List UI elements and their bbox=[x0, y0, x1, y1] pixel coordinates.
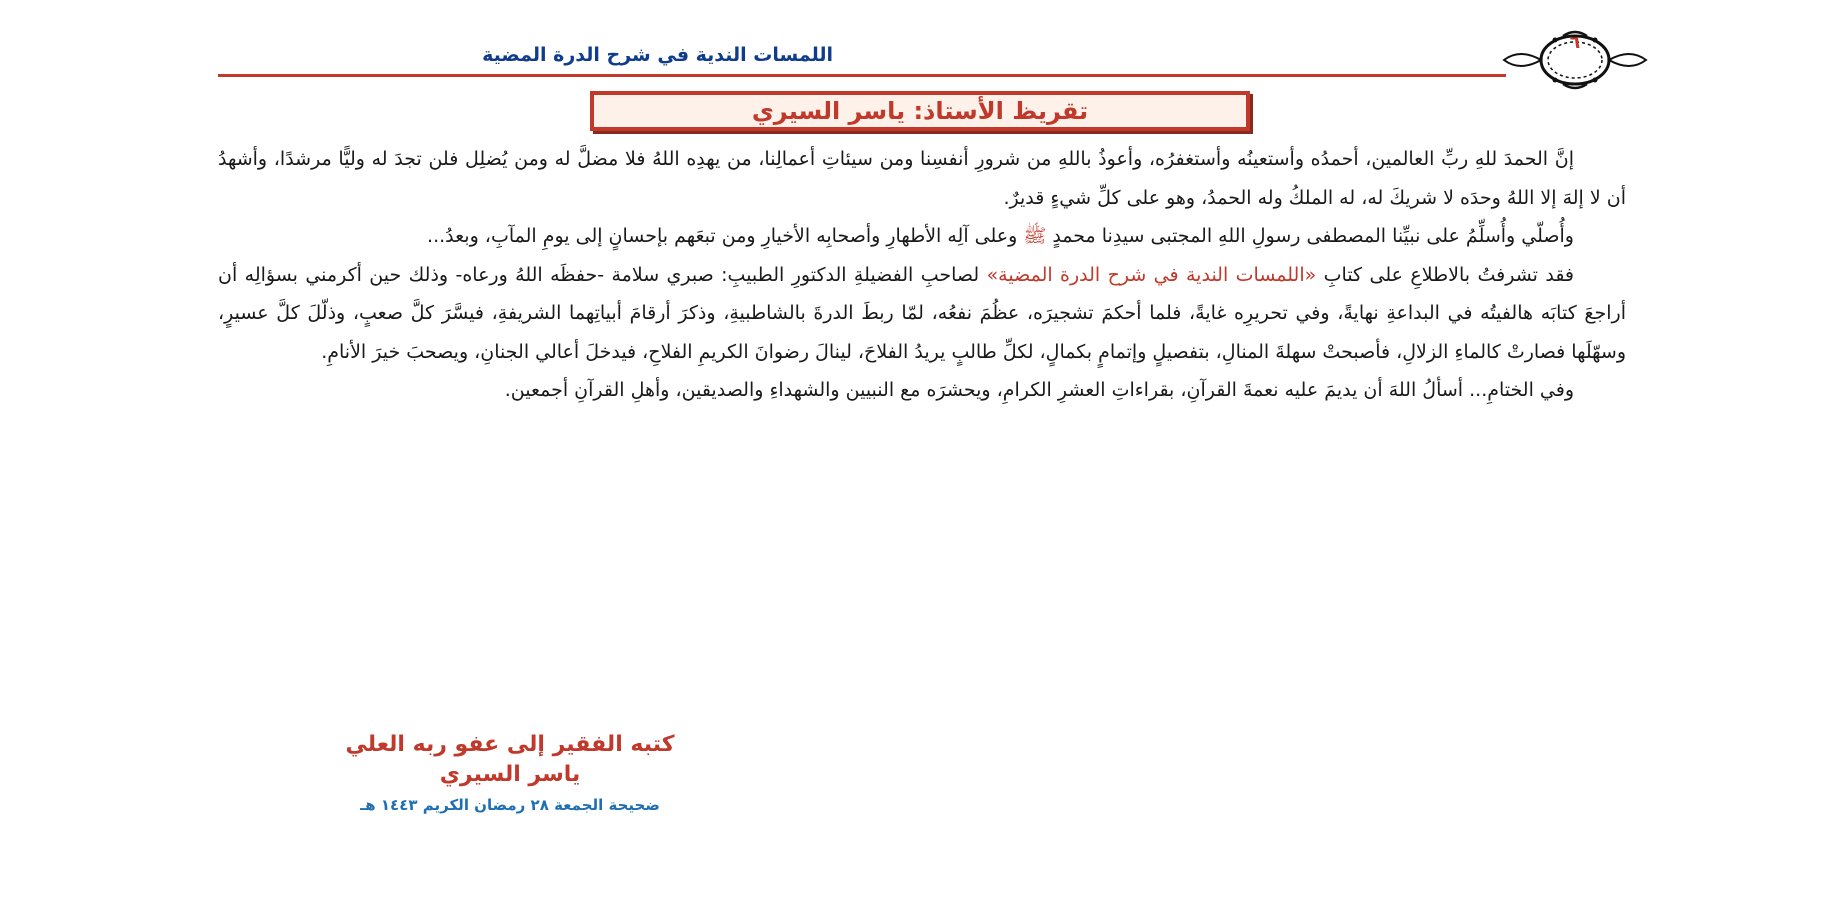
review-text-end: لصاحبِ الفضيلةِ الدكتورِ الطبيبِ: صبري سلامة -حفظَه اللهُ ورعاه- وذلك حين أكرمني بسؤالِه أن أراجعَ كتابَه هالفيتُه في البداعةِ نهايةً، وفي تحريرِه غايةً، فلما أحكمَ تشجيرَه، عظُمَ نفعُه، لمّا ربطَ الدرةَ بالشاطبيةِ، وذكرَ أرقامَ أبياتِهما الشريفةِ، فيسَّرَ كلَّ صعبٍ، وذلّلَ كلَّ عسيرٍ، وسهّلَها فصارتْ كالماءِ الزلالِ، فأصبحتْ سهلةَ المنالِ، بتفصيلٍ وإتمامٍ بكمالٍ، لكلِّ طالبٍ يريدُ الفلاحَ، لينالَ رضوانَ الكريمِ الفلاحِ، فيدخلَ أعالي الجنانِ، ويصحبَ خيرَ الأنامِ. bbox=[218, 263, 1626, 363]
page-number: ٦ bbox=[1569, 33, 1581, 53]
section-title-box bbox=[590, 91, 1250, 131]
pbuh-symbol: ﷺ bbox=[1023, 225, 1047, 247]
paragraph-salutation bbox=[218, 217, 1626, 256]
paragraph-praise: إنَّ الحمدَ للهِ ربِّ العالمين، أحمدُه وأستعينُه وأستغفرُه، وأعوذُ باللهِ من شرورِ أنفسِنا ومن سيئاتِ أعمالِنا، من يهدِه اللهُ فلا مضلَّ له ومن يُضلِل فلن تجدَ له وليًّا مرشدًا، وأشهدُ أن لا إلهَ إلا اللهُ وحدَه لا شريكَ له، له الملكُ وله الحمدُ، وهو على كلِّ شيءٍ قديرٌ. bbox=[218, 148, 1626, 209]
signature-author-name: ياسر السيري bbox=[439, 762, 581, 787]
salutation-text-end: وعلى آلِه الأطهارِ وأصحابِه الأخيارِ ومن تبعَهم بإحسانٍ إلى يومِ المآبِ، وبعدُ... bbox=[427, 225, 1024, 247]
review-text-start: فقد تشرفتُ بالاطلاعِ على كتابِ bbox=[1316, 263, 1575, 286]
running-header-title: اللمسات الندية في شرح الدرة المضية bbox=[482, 44, 833, 66]
section-title: تقريظ الأستاذ: ياسر السيري bbox=[751, 97, 1089, 125]
salutation-text-start: وأُصلّي وأُسلِّمُ على نبيِّنا المصطفى رسولِ اللهِ المجتبى سيدِنا محمدٍ bbox=[1046, 225, 1574, 247]
paragraph-closing: وفي الختامِ... أسألُ اللهَ أن يديمَ عليه نعمةَ القرآنِ، بقراءاتِ العشرِ الكرامِ، ويحشرَه مع النبيين والشهداءِ والصديقين، وأهلِ القرآنِ أجمعين. bbox=[504, 379, 1574, 401]
signature-line-author-intro: كتبه الفقير إلى عفو ربه العلي bbox=[345, 732, 675, 757]
signature-block bbox=[210, 730, 810, 814]
header-divider bbox=[218, 74, 1506, 77]
foreword-body bbox=[218, 140, 1626, 410]
paragraph-review bbox=[218, 256, 1626, 372]
signature-date: ضحيحة الجمعة ٢٨ رمضان الكريم ١٤٤٣ هـ bbox=[360, 796, 660, 814]
book-title-reference: «اللمسات الندية في شرح الدرة المضية» bbox=[986, 263, 1317, 286]
